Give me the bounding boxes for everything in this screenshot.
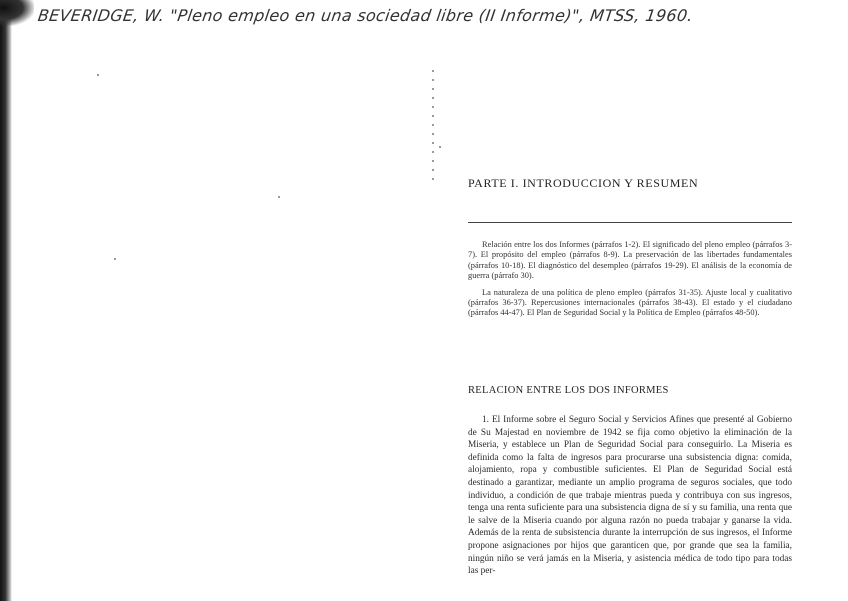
handwritten-citation: BEVERIDGE, W. "Pleno empleo en una sociedad libre (II Informe)", MTSS, 1960.: [36, 6, 695, 25]
section-heading: RELACION ENTRE LOS DOS INFORMES: [468, 385, 669, 396]
scan-speckle-line: [432, 70, 434, 180]
summary-paragraph: Relación entre los dos Informes (párrafos 1-2). El significado del pleno empleo (párrafos 3-7). El propósito del empleo (párrafos 8-9). La preservación de las libertades fundamentales (párrafos 10-18). El diagnóstico del desempleo (párrafos 19-29). El análisis de la economía de guerra (párrafo 30).: [468, 240, 792, 281]
binding-shadow: [0, 0, 12, 601]
scan-speck: [114, 258, 116, 260]
title-rule: [468, 222, 792, 223]
part-title: PARTE I. INTRODUCCION Y RESUMEN: [468, 176, 699, 190]
chapter-summary: [468, 240, 792, 325]
body-text: [468, 414, 792, 578]
summary-paragraph: La naturaleza de una política de pleno empleo (párrafos 31-35). Ajuste local y cualitativo (párrafos 36-37). Repercusiones internacionales (párrafos 38-43). El estado y el ciudadano (párrafos 44-47). El Plan de Seguridad Social y la Política de Empleo (párrafos 48-50).: [468, 287, 792, 318]
scan-speck: [439, 146, 441, 148]
body-paragraph: 1. El Informe sobre el Seguro Social y Servicios Afines que presenté al Gobierno de Su Majestad en noviembre de 1942 se fija como objetivo la eliminación de la Miseria, y establece un Plan de Seguridad Social para conseguirlo. La Miseria es definida como la falta de ingresos para procurarse una subsistencia digna: comida, alojamiento, ropa y combustible suficientes. El Plan de Seguridad Social está destinado a garantizar, mediante un amplio programa de seguros sociales, que todo individuo, a condición de que trabaje mientras pueda y contribuya con sus ingresos, tenga una renta suficiente para una subsistencia digna de sí y su familia, una renta que le salve de la Miseria cuando por alguna razón no pueda trabajar y ganarse la vida. Además de la renta de subsistencia durante la interrupción de sus ingresos, el Informe propone asignaciones por hijos que garanticen que, por grande que sea la familia, ningún niño se verá jamás en la Miseria, y asistencia médica de todo tipo para todas las per-: [468, 415, 792, 577]
scan-speck: [278, 196, 280, 198]
binding-blot: [0, 0, 34, 26]
scan-speck: [97, 74, 99, 76]
